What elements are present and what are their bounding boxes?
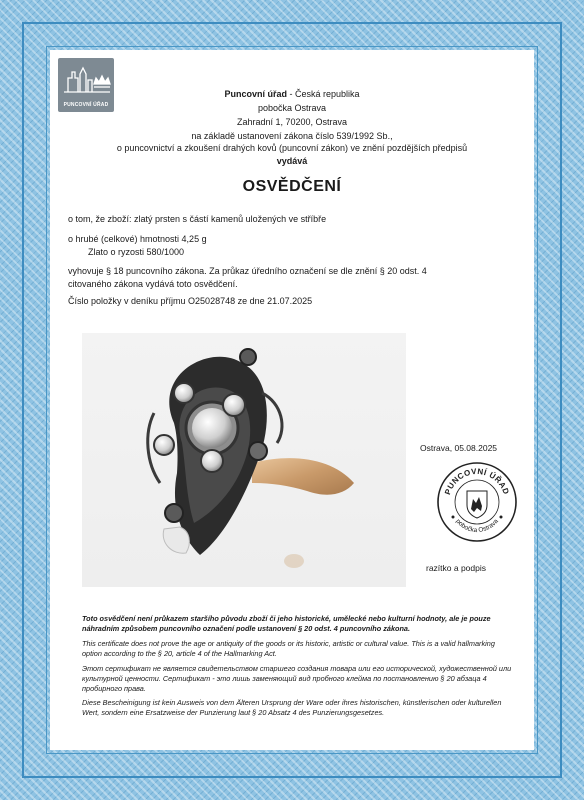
fineness-line: Zlato o ryzosti 580/1000 <box>88 247 185 257</box>
compliance-line-2: citovaného zákona vydává toto osvědčení. <box>68 279 238 289</box>
compliance-line-1: vyhovuje § 18 puncovního zákona. Za průkaz úředního označení se dle znění § 20 odst. 4 <box>68 266 427 276</box>
ring-photo <box>82 333 406 587</box>
disclaimer-ru: Этот сертификат не является свидетельством старшего создания товара или его исторической, художественной или культурной ценности. Сертификат - это лишь заменяющий вид пробного клейма по постановлению § 20 абзаца 4 пробирного права. <box>82 664 512 693</box>
stamp-bottom-text: pobočka Ostrava <box>454 517 500 535</box>
branch-line: pobočka Ostrava <box>257 103 327 113</box>
item-description: o tom, že zboží: zlatý prsten s částí kamenů uložených ve stříbře <box>68 214 327 224</box>
law-line-1: na základě ustanovení zákona číslo 539/1992 Sb., <box>191 131 393 141</box>
disclaimer-cs: Toto osvědčení není průkazem staršího původu zboží či jeho historické, umělecké nebo kulturní hodnoty, ale je pouze náhradním způsobem puncovního označení podle ustanovení § 20 odst. 4 puncovního zákona. <box>82 614 491 633</box>
authority-line <box>0 88 584 100</box>
stamp-top-text: PUNCOVNÍ ÚŘAD <box>443 466 511 496</box>
issues-line: vydává <box>276 156 308 166</box>
signature-label: razítko a podpis <box>426 563 487 573</box>
address-line: Zahradní 1, 70200, Ostrava <box>236 117 348 127</box>
authority-name: Puncovní úřad <box>224 89 287 99</box>
weight-line: o hrubé (celkové) hmotnosti 4,25 g <box>68 234 207 244</box>
official-stamp <box>436 461 518 543</box>
certificate-title: OSVĚDČENÍ <box>242 178 342 195</box>
disclaimer-de: Diese Bescheinigung ist kein Ausweis von dem Älteren Ursprung der Ware oder ihres historischen, künstlerischen oder kulturellen Wert, sondern eine Ersatzweise der Punzierung laut § 20 Absatz 4 des Punzierungsgesetzes. <box>82 698 502 717</box>
law-line-2: o puncovnictví a zkoušení drahých kovů (puncovní zákon) ve znění pozdějších předpisů <box>116 143 468 153</box>
logo-caption: PUNCOVNÍ ÚŘAD <box>63 102 109 108</box>
authority-country: - Česká republika <box>286 89 360 99</box>
ring-illustration <box>82 333 406 587</box>
stamp-seal-icon <box>436 461 518 543</box>
disclaimer-en: This certificate does not prove the age or antiquity of the goods or its historic, artistic or cultural value. This is a valid hallmarking option according to the § 20, article 4 of the Hallmarking Act. <box>82 639 495 658</box>
svg-text:pobočka Ostrava <box>454 518 500 534</box>
record-number-line: Číslo položky v deníku příjmu O25028748 ze dne 21.07.2025 <box>68 296 313 306</box>
place-date: Ostrava, 05.08.2025 <box>420 443 498 453</box>
